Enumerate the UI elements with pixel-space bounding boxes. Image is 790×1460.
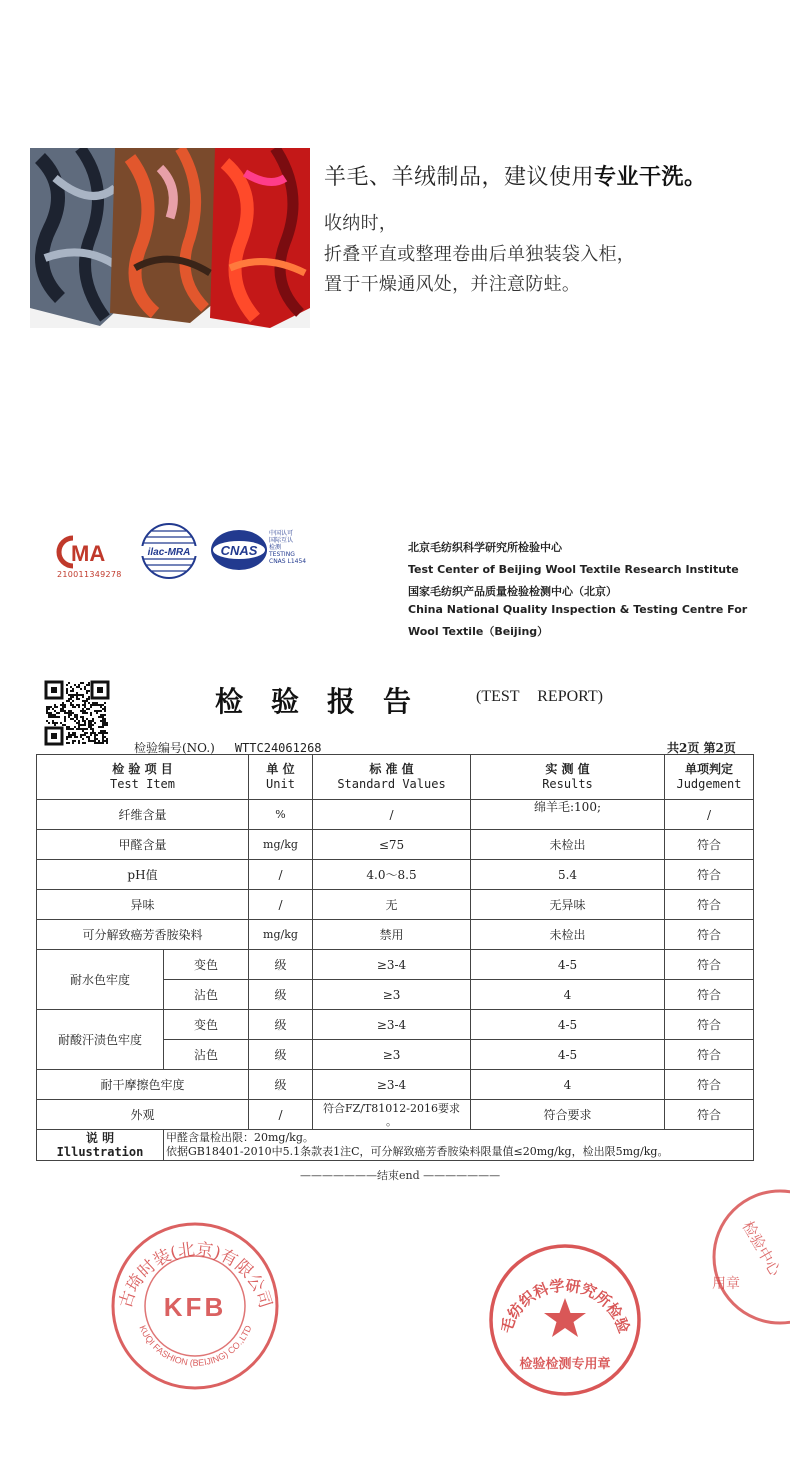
svg-text:MA: MA	[71, 541, 106, 566]
table-row: 异味 / 无 无异味 符合	[37, 890, 754, 920]
partial-seal	[700, 1185, 790, 1330]
table-row: 甲醛含量 mg/kg ≤75 未检出 符合	[37, 830, 754, 860]
header-judgement: 单项判定 Judgement	[665, 755, 754, 800]
table-row: 纤维含量 % / 绵羊毛:100; /	[37, 800, 754, 830]
centre-name-en-line2: Wool Textile（Beijing）	[408, 625, 549, 638]
item-odor: 异味	[37, 890, 249, 920]
centre-name-en-line1: China National Quality Inspection & Testing Centre For	[408, 603, 748, 616]
svg-text:KUQI FASHION (BEIJING) CO.,LTD: KUQI FASHION (BEIJING) CO.,LTD	[137, 1323, 254, 1368]
header-results: 实 测 值 Results	[471, 755, 665, 800]
cnas-logo	[210, 528, 268, 572]
test-report-table	[36, 754, 754, 1161]
report-number: 检验编号(NO.) WTTC24061268	[134, 741, 322, 755]
svg-text:古琦时装(北京)有限公司: 古琦时装(北京)有限公司	[115, 1239, 276, 1311]
item-fiber: 纤维含量	[37, 800, 249, 830]
care-line-2: 折叠平直或整理卷曲后单独装袋入柜，	[324, 244, 636, 265]
qr-code	[44, 680, 110, 746]
illustration-text: 甲醛含量检出限：20mg/kg。 依据GB18401-2010中5.1条款表1注C，可分解致癌芳香胺染料限量值≤20mg/kg，检出限5mg/kg。	[164, 1130, 754, 1161]
svg-text:北京毛纺织科学研究所检验中心: 毛纺织科学研究所检验	[496, 1276, 634, 1336]
table-header-row	[37, 755, 754, 800]
item-rub-fastness: 耐干摩擦色牢度	[37, 1070, 249, 1100]
item-ph: pH值	[37, 860, 249, 890]
illustration-label: 说 明 Illustration	[37, 1130, 164, 1161]
svg-text:CNAS: CNAS	[220, 543, 258, 558]
care-headline-bold: 专业干洗。	[594, 165, 707, 190]
inspection-center-seal	[485, 1240, 645, 1400]
report-title: 检验报告	[215, 685, 440, 718]
svg-text:KFB: KFB	[163, 1292, 227, 1322]
table-row: pH值 / 4.0～8.5 5.4 符合	[37, 860, 754, 890]
care-headline: 羊毛、羊绒制品，建议使用专业干洗。	[324, 165, 707, 190]
table-row: 耐酸汗渍色牢度 变色 级 ≥3-4 4-5 符合	[37, 1010, 754, 1040]
item-appearance: 外观	[37, 1100, 249, 1130]
table-row: 耐水色牢度 变色 级 ≥3-4 4-5 符合	[37, 950, 754, 980]
illustration-row	[37, 1130, 754, 1161]
table-row: 耐干摩擦色牢度 级 ≥3-4 4 符合	[37, 1070, 754, 1100]
scarf-product-photo	[30, 148, 310, 328]
table-row: 外观 / 符合FZ/T81012-2016要求 。 符合要求 符合	[37, 1100, 754, 1130]
svg-text:检验中心: 检验中心	[738, 1218, 785, 1279]
care-line-3: 置于干燥通风处，并注意防蛀。	[324, 274, 581, 295]
end-marker: ———————结束end ———————	[300, 1169, 501, 1182]
table-row: 沾色 级 ≥3 4 符合	[37, 980, 754, 1010]
svg-text:用章: 用章	[712, 1276, 740, 1292]
centre-name-cn: 国家毛纺织产品质量检验检测中心（北京）	[408, 585, 617, 598]
cma-number: 210011349278	[57, 570, 122, 579]
svg-text:检验检测专用章: 检验检测专用章	[519, 1357, 611, 1372]
ilac-mra-logo	[138, 523, 200, 579]
item-sweat-fastness: 耐酸汗渍色牢度	[37, 1010, 164, 1070]
item-formaldehyde: 甲醛含量	[37, 830, 249, 860]
page-info: 共2页 第2页	[667, 741, 736, 755]
header-unit: 单 位 Unit	[249, 755, 313, 800]
header-test-item: 检 验 项 目 Test Item	[37, 755, 249, 800]
institute-name-en: Test Center of Beijing Wool Textile Research Institute	[408, 563, 739, 576]
care-line-1: 收纳时，	[324, 213, 398, 234]
report-title-en: (TEST REPORT)	[476, 688, 603, 705]
kfb-company-seal	[108, 1218, 283, 1393]
svg-text:ilac-MRA: ilac-MRA	[147, 547, 191, 558]
item-amine-dyes: 可分解致癌芳香胺染料	[37, 920, 249, 950]
table-row: 可分解致癌芳香胺染料 mg/kg 禁用 未检出 符合	[37, 920, 754, 950]
report-number-value: WTTC24061268	[234, 741, 322, 755]
header-standard: 标 准 值 Standard Values	[313, 755, 471, 800]
table-row: 沾色 级 ≥3 4-5 符合	[37, 1040, 754, 1070]
item-water-fastness: 耐水色牢度	[37, 950, 164, 1010]
cnas-side-text: 中国认可 国际互认 检测 TESTING CNAS L1454	[269, 530, 307, 565]
institute-name-cn: 北京毛纺织科学研究所检验中心	[408, 541, 562, 554]
